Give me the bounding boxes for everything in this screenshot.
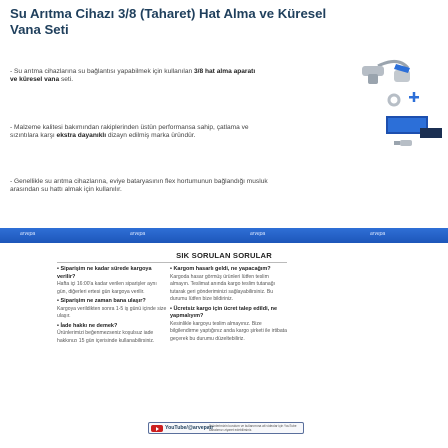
bullet-text: seti. [59, 76, 74, 84]
faq-item [170, 266, 288, 304]
faq-divider [57, 262, 287, 263]
faq-item [57, 266, 167, 296]
bullet-text: - Su arıtma cihazlarına su bağlantısı yapabilmek için kullanılan [10, 68, 194, 75]
youtube-handle[interactable]: YouTube/@arvepatr [165, 425, 214, 431]
brand-banner [0, 228, 448, 243]
faq-question: • Siparişim ne kadar sürede kargoya verilir? [57, 266, 152, 280]
faq-item [170, 306, 288, 344]
feature-bullet-connection [10, 68, 260, 84]
faq-answer: Kargoya verildikten sonra 1-5 iş günü içinde size ulaşır. [57, 305, 167, 319]
product-illustration [296, 52, 446, 152]
bullet-emphasis: ekstra dayanıklı [56, 132, 107, 140]
faq-answer: Ürünlerimizi beğenmezseniz koşulsuz iade hakkınızı 15 gün içerisinde kullanabilirsiniz. [57, 330, 155, 344]
footer-note: Ürünlerimizin kurulum ve kullanımına ait videolar için YouTube kanalımızı ziyaret edebilirsiniz. [209, 424, 297, 432]
faq-item [57, 323, 167, 346]
banner-mark: arvepa [250, 231, 266, 237]
faq-answer: Kesinlikle kargoyu teslim almayınız. Bize bilgilendirme yaptığınız anda kargo şirketi ile irtibata geçerek bu durumu düzeltebiliriz. [170, 320, 287, 342]
bullet-text: - Malzeme kalitesi bakımından rakiplerinden üstün performansa sahip, çatlama ve sızıntılara karşı [10, 124, 249, 140]
faq-column-right [170, 266, 288, 345]
banner-mark: arvepa [20, 231, 36, 237]
banner-mark: arvepa [370, 231, 386, 237]
youtube-icon [151, 425, 163, 432]
youtube-footer[interactable] [148, 422, 304, 434]
tee-fitting-icon [362, 66, 384, 84]
bullet-text: dizayn edilmiş marka üründür. [106, 132, 196, 140]
nut-icon [389, 95, 399, 105]
faq-answer: Hafta içi 16:00'a kadar verilen siparişler aynı gün, diğerleri ertesi gün kargoya verilir. [57, 281, 157, 295]
small-fitting-icon [394, 140, 412, 146]
box-icon [386, 116, 442, 138]
product-title: Su Arıtma Cihazı 3/8 (Taharet) Hat Alma ve Küresel Vana Seti [10, 6, 327, 37]
feature-bullet-quality [10, 124, 260, 140]
feature-bullet-usage: - Genellikle su arıtma cihazlarına, eviye bataryasının flex hortumunun bağlandığı musluk arasından su hattı almak için kullanılır. [10, 178, 268, 194]
faq-heading: SIK SORULAN SORULAR [176, 251, 272, 260]
faq-question: • Siparişim ne zaman bana ulaşır? [57, 298, 146, 304]
faq-question: • Ücretsiz kargo için ücret talep edildi, ne yapmalıyım? [170, 305, 278, 319]
faq-column-left [57, 266, 167, 347]
faq-question: • Kargom hasarlı geldi, ne yapacağım? [170, 266, 271, 272]
banner-mark: arvepa [130, 231, 146, 237]
plus-icon [409, 92, 419, 102]
faq-answer: Kargoda hasar görmüş ürünleri lütfen teslim almayın. Teslimat anında kargo teslim tutanağı tutarak geri gönderiminizi sağlayabilirsiniz. Bu durumu lütfen bize bildiriniz. [170, 273, 275, 302]
faq-item [57, 298, 167, 321]
faq-question: • İade hakkı ne demek? [57, 322, 118, 329]
bullet-emphasis: 3/8 hat alma aparatı ve küresel vana [10, 68, 256, 84]
